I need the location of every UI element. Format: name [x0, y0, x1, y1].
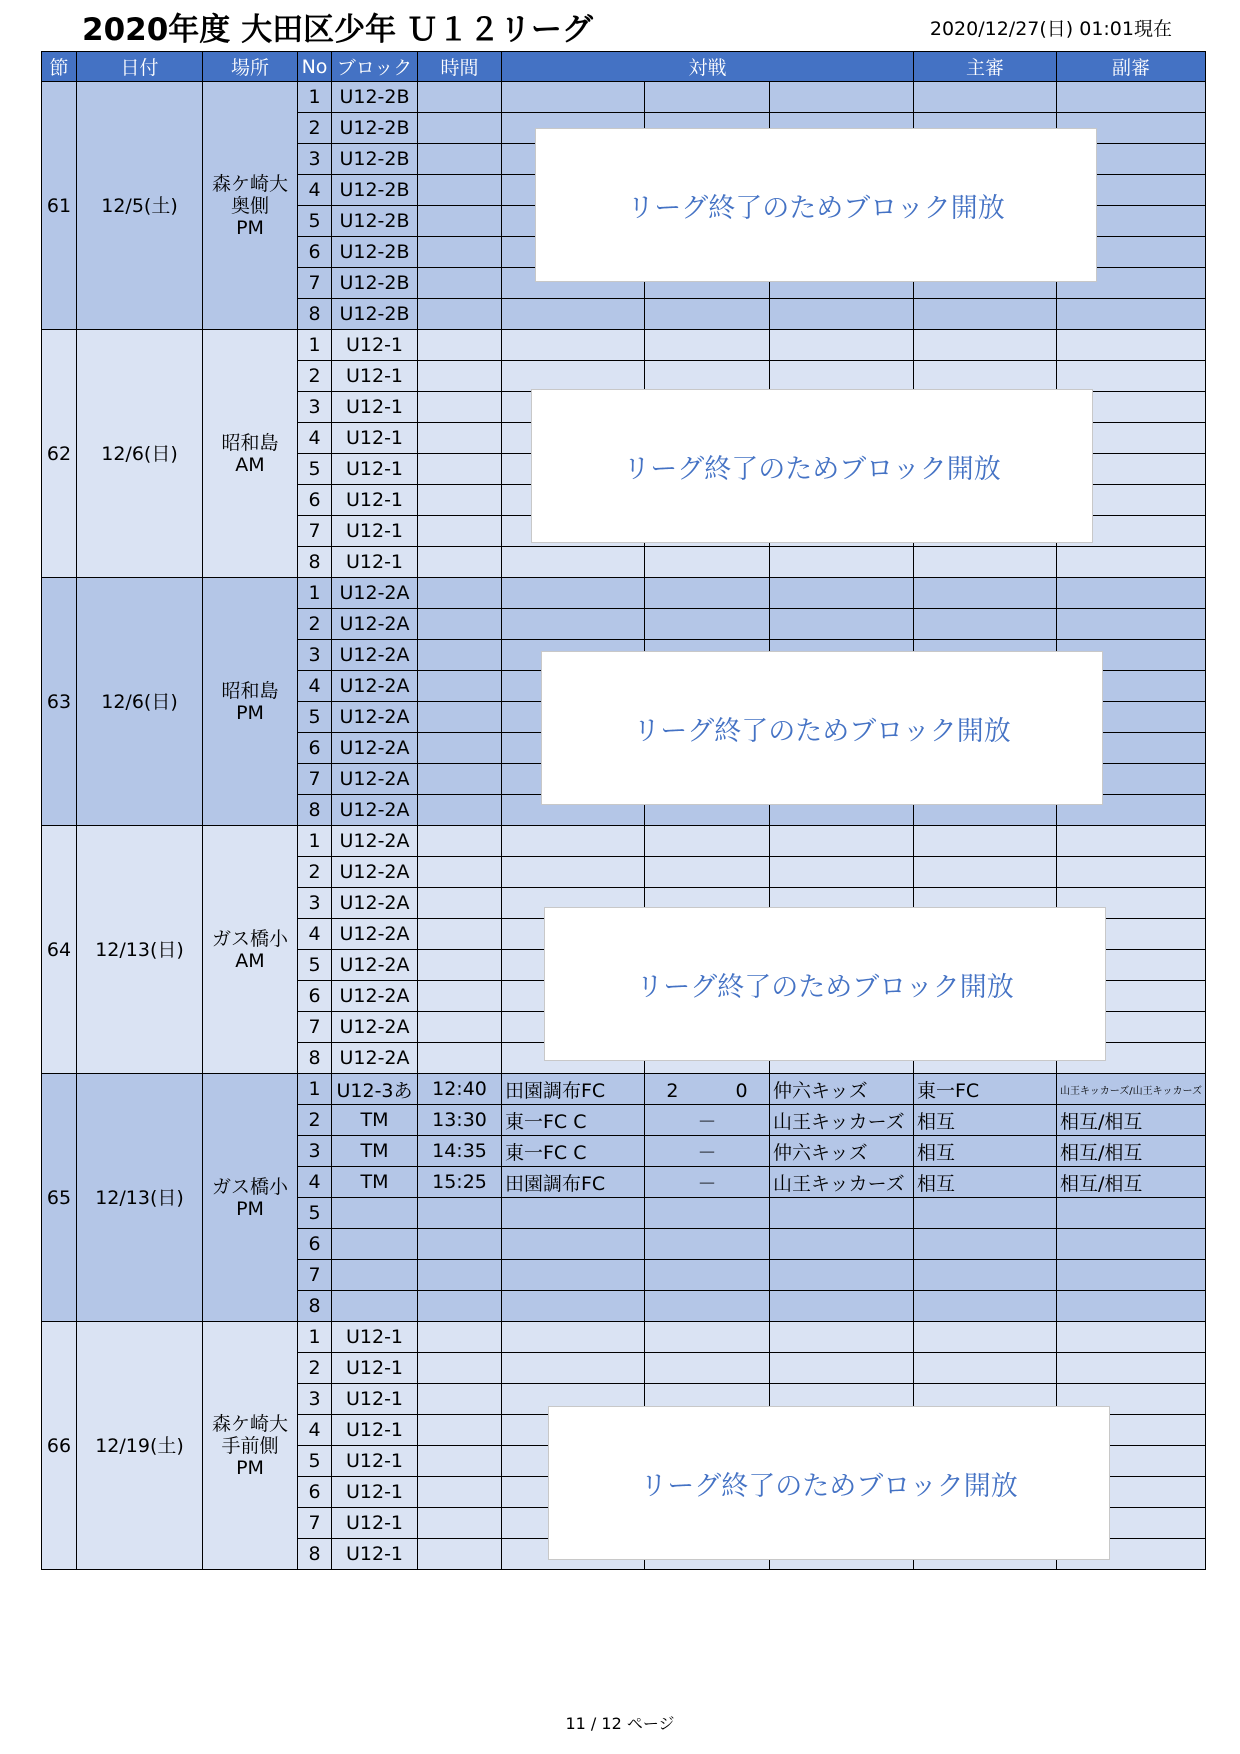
- assistant-cell: [1057, 1322, 1206, 1353]
- home-team-cell: [502, 826, 645, 857]
- schedule-body: [42, 82, 1206, 1570]
- time-cell: [418, 1539, 502, 1570]
- no-cell: 6: [298, 1229, 332, 1260]
- block-cell: U12-2B: [332, 299, 418, 330]
- time-cell: [418, 733, 502, 764]
- no-cell: 1: [298, 82, 332, 113]
- time-cell: [418, 1291, 502, 1322]
- home-team-cell: [502, 547, 645, 578]
- block-cell: U12-1: [332, 1477, 418, 1508]
- no-cell: 5: [298, 454, 332, 485]
- date-cell: 12/13(日): [77, 1074, 203, 1322]
- block-cell: U12-2A: [332, 1043, 418, 1074]
- home-team-cell: [502, 578, 645, 609]
- block-released-notice: リーグ終了のためブロック開放: [544, 907, 1106, 1061]
- block-cell: U12-2A: [332, 888, 418, 919]
- score-cell: [645, 1198, 770, 1229]
- away-team-cell: [770, 1322, 914, 1353]
- referee-cell: [914, 299, 1057, 330]
- score-cell: [645, 609, 770, 640]
- block-cell: U12-2B: [332, 144, 418, 175]
- timestamp: 2020/12/27(日) 01:01現在: [929, 18, 1172, 40]
- time-cell: [418, 361, 502, 392]
- time-cell: [418, 1508, 502, 1539]
- block-released-notice: リーグ終了のためブロック開放: [541, 651, 1103, 805]
- no-cell: 1: [298, 578, 332, 609]
- time-cell: [418, 1415, 502, 1446]
- block-released-notice: リーグ終了のためブロック開放: [531, 389, 1093, 543]
- time-cell: [418, 330, 502, 361]
- time-cell: [418, 1384, 502, 1415]
- block-cell: U12-2A: [332, 578, 418, 609]
- score-cell: [645, 330, 770, 361]
- home-team-cell: [502, 1229, 645, 1260]
- table-row: [42, 1322, 1206, 1353]
- time-cell: [418, 981, 502, 1012]
- home-team-cell: [502, 361, 645, 392]
- time-cell: [418, 671, 502, 702]
- assistant-cell: [1057, 857, 1206, 888]
- home-team-cell: [502, 1260, 645, 1291]
- no-cell: 6: [298, 1477, 332, 1508]
- time-cell: [418, 113, 502, 144]
- referee-cell: [914, 330, 1057, 361]
- time-cell: [418, 1198, 502, 1229]
- block-cell: U12-1: [332, 485, 418, 516]
- no-cell: 2: [298, 857, 332, 888]
- no-cell: 2: [298, 609, 332, 640]
- referee-cell: [914, 1198, 1057, 1229]
- table-row: [42, 1074, 1206, 1105]
- score-cell: 2 0: [645, 1074, 770, 1105]
- date-cell: 12/5(土): [77, 82, 203, 330]
- away-team-cell: [770, 1260, 914, 1291]
- no-cell: 4: [298, 423, 332, 454]
- block-cell: U12-2A: [332, 640, 418, 671]
- no-cell: 1: [298, 330, 332, 361]
- home-team-cell: 田園調布FC: [502, 1074, 645, 1105]
- away-team-cell: [770, 1198, 914, 1229]
- block-cell: U12-1: [332, 1446, 418, 1477]
- score-cell: [645, 578, 770, 609]
- place-cell: 昭和島 PM: [203, 578, 298, 826]
- away-team-cell: [770, 1291, 914, 1322]
- score-cell: [645, 857, 770, 888]
- no-cell: 5: [298, 950, 332, 981]
- referee-cell: 相互: [914, 1167, 1057, 1198]
- time-cell: [418, 1322, 502, 1353]
- no-cell: 7: [298, 764, 332, 795]
- block-cell: [332, 1198, 418, 1229]
- block-cell: U12-2A: [332, 733, 418, 764]
- assistant-cell: [1057, 826, 1206, 857]
- time-cell: [418, 609, 502, 640]
- no-cell: 8: [298, 1539, 332, 1570]
- time-cell: [418, 485, 502, 516]
- date-cell: 12/6(日): [77, 578, 203, 826]
- no-cell: 5: [298, 1446, 332, 1477]
- block-cell: U12-2B: [332, 82, 418, 113]
- setsu-cell: 63: [42, 578, 77, 826]
- time-cell: [418, 299, 502, 330]
- table-row: [42, 330, 1206, 361]
- no-cell: 1: [298, 826, 332, 857]
- block-cell: U12-3あ: [332, 1074, 418, 1105]
- setsu-cell: 65: [42, 1074, 77, 1322]
- home-team-cell: [502, 857, 645, 888]
- referee-cell: [914, 857, 1057, 888]
- no-cell: 4: [298, 919, 332, 950]
- block-cell: U12-1: [332, 1384, 418, 1415]
- block-cell: U12-2B: [332, 237, 418, 268]
- assistant-cell: [1057, 361, 1206, 392]
- block-cell: U12-2B: [332, 113, 418, 144]
- time-cell: [418, 175, 502, 206]
- no-cell: 1: [298, 1322, 332, 1353]
- time-cell: 13:30: [418, 1105, 502, 1136]
- no-cell: 8: [298, 547, 332, 578]
- no-cell: 3: [298, 888, 332, 919]
- time-cell: 12:40: [418, 1074, 502, 1105]
- assistant-cell: [1057, 1260, 1206, 1291]
- home-team-cell: 東一FC C: [502, 1105, 645, 1136]
- time-cell: [418, 826, 502, 857]
- referee-cell: [914, 547, 1057, 578]
- time-cell: [418, 795, 502, 826]
- block-cell: U12-2A: [332, 609, 418, 640]
- referee-cell: [914, 826, 1057, 857]
- time-cell: [418, 237, 502, 268]
- home-team-cell: 田園調布FC: [502, 1167, 645, 1198]
- no-cell: 2: [298, 361, 332, 392]
- no-cell: 6: [298, 733, 332, 764]
- no-cell: 6: [298, 485, 332, 516]
- score-cell: [645, 82, 770, 113]
- time-cell: [418, 1012, 502, 1043]
- block-cell: U12-1: [332, 1508, 418, 1539]
- setsu-cell: 64: [42, 826, 77, 1074]
- score-cell: －: [645, 1136, 770, 1167]
- page-title: 2020年度 大田区少年 Ｕ１２リーグ: [82, 12, 593, 48]
- block-cell: U12-1: [332, 1322, 418, 1353]
- block-cell: U12-2A: [332, 826, 418, 857]
- no-cell: 8: [298, 1291, 332, 1322]
- table-row: [42, 578, 1206, 609]
- referee-cell: 相互: [914, 1136, 1057, 1167]
- home-team-cell: [502, 1353, 645, 1384]
- assistant-cell: [1057, 82, 1206, 113]
- block-cell: U12-1: [332, 1539, 418, 1570]
- no-cell: 7: [298, 516, 332, 547]
- referee-cell: [914, 578, 1057, 609]
- home-team-cell: [502, 1322, 645, 1353]
- away-team-cell: [770, 330, 914, 361]
- block-cell: TM: [332, 1136, 418, 1167]
- block-cell: U12-2A: [332, 671, 418, 702]
- no-cell: 5: [298, 206, 332, 237]
- no-cell: 7: [298, 268, 332, 299]
- away-team-cell: [770, 609, 914, 640]
- block-cell: U12-1: [332, 392, 418, 423]
- referee-cell: 東一FC: [914, 1074, 1057, 1105]
- block-cell: U12-2A: [332, 950, 418, 981]
- assistant-cell: [1057, 1353, 1206, 1384]
- date-cell: 12/6(日): [77, 330, 203, 578]
- header-no: No: [298, 52, 332, 82]
- assistant-cell: [1057, 299, 1206, 330]
- table-row: [42, 826, 1206, 857]
- referee-cell: [914, 609, 1057, 640]
- time-cell: [418, 268, 502, 299]
- time-cell: [418, 1353, 502, 1384]
- away-team-cell: [770, 857, 914, 888]
- away-team-cell: 山王キッカーズ: [770, 1167, 914, 1198]
- block-cell: U12-1: [332, 361, 418, 392]
- place-cell: 森ケ崎大 手前側 PM: [203, 1322, 298, 1570]
- score-cell: [645, 1229, 770, 1260]
- away-team-cell: [770, 299, 914, 330]
- assistant-cell: [1057, 1198, 1206, 1229]
- time-cell: [418, 857, 502, 888]
- block-cell: U12-2A: [332, 919, 418, 950]
- block-cell: [332, 1291, 418, 1322]
- assistant-cell: [1057, 609, 1206, 640]
- block-cell: U12-2B: [332, 175, 418, 206]
- setsu-cell: 66: [42, 1322, 77, 1570]
- no-cell: 4: [298, 1415, 332, 1446]
- block-cell: U12-1: [332, 1415, 418, 1446]
- score-cell: －: [645, 1105, 770, 1136]
- away-team-cell: 山王キッカーズ: [770, 1105, 914, 1136]
- assistant-cell: 山王キッカーズ/山王キッカーズ: [1057, 1074, 1206, 1105]
- no-cell: 2: [298, 1353, 332, 1384]
- no-cell: 4: [298, 175, 332, 206]
- referee-cell: 相互: [914, 1105, 1057, 1136]
- time-cell: [418, 392, 502, 423]
- block-cell: TM: [332, 1105, 418, 1136]
- table-row: [42, 82, 1206, 113]
- no-cell: 5: [298, 1198, 332, 1229]
- assistant-cell: [1057, 1229, 1206, 1260]
- header-place: 場所: [203, 52, 298, 82]
- referee-cell: [914, 1229, 1057, 1260]
- assistant-cell: [1057, 547, 1206, 578]
- time-cell: [418, 578, 502, 609]
- home-team-cell: [502, 330, 645, 361]
- block-cell: U12-1: [332, 454, 418, 485]
- header-match: 対戦: [502, 52, 914, 82]
- assistant-cell: [1057, 1291, 1206, 1322]
- time-cell: [418, 1477, 502, 1508]
- home-team-cell: 東一FC C: [502, 1136, 645, 1167]
- time-cell: [418, 764, 502, 795]
- header-referee: 主審: [914, 52, 1057, 82]
- header-setsu: 節: [42, 52, 77, 82]
- referee-cell: [914, 1353, 1057, 1384]
- home-team-cell: [502, 609, 645, 640]
- setsu-cell: 61: [42, 82, 77, 330]
- time-cell: [418, 702, 502, 733]
- block-cell: U12-2A: [332, 795, 418, 826]
- block-cell: U12-2A: [332, 981, 418, 1012]
- home-team-cell: [502, 1291, 645, 1322]
- page-footer: 11 / 12 ページ: [565, 1714, 675, 1733]
- time-cell: [418, 144, 502, 175]
- assistant-cell: 相互/相互: [1057, 1167, 1206, 1198]
- time-cell: [418, 1229, 502, 1260]
- block-cell: U12-1: [332, 423, 418, 454]
- score-cell: [645, 826, 770, 857]
- time-cell: [418, 640, 502, 671]
- away-team-cell: [770, 361, 914, 392]
- no-cell: 8: [298, 299, 332, 330]
- time-cell: [418, 547, 502, 578]
- time-cell: [418, 82, 502, 113]
- no-cell: 8: [298, 795, 332, 826]
- header-assistant: 副審: [1057, 52, 1206, 82]
- no-cell: 2: [298, 1105, 332, 1136]
- away-team-cell: 仲六キッズ: [770, 1074, 914, 1105]
- assistant-cell: 相互/相互: [1057, 1136, 1206, 1167]
- no-cell: 6: [298, 981, 332, 1012]
- block-cell: U12-1: [332, 1353, 418, 1384]
- block-cell: U12-2B: [332, 268, 418, 299]
- no-cell: 6: [298, 237, 332, 268]
- time-cell: 14:35: [418, 1136, 502, 1167]
- block-cell: U12-2A: [332, 857, 418, 888]
- time-cell: [418, 888, 502, 919]
- score-cell: [645, 1291, 770, 1322]
- score-cell: [645, 547, 770, 578]
- score-cell: [645, 1322, 770, 1353]
- away-team-cell: 仲六キッズ: [770, 1136, 914, 1167]
- place-cell: ガス橋小 PM: [203, 1074, 298, 1322]
- assistant-cell: [1057, 330, 1206, 361]
- header-date: 日付: [77, 52, 203, 82]
- block-released-notice: リーグ終了のためブロック開放: [535, 128, 1097, 282]
- time-cell: [418, 516, 502, 547]
- no-cell: 7: [298, 1508, 332, 1539]
- away-team-cell: [770, 826, 914, 857]
- no-cell: 1: [298, 1074, 332, 1105]
- no-cell: 2: [298, 113, 332, 144]
- no-cell: 3: [298, 1384, 332, 1415]
- block-cell: U12-2A: [332, 764, 418, 795]
- away-team-cell: [770, 547, 914, 578]
- referee-cell: [914, 82, 1057, 113]
- block-cell: U12-2A: [332, 702, 418, 733]
- block-cell: U12-1: [332, 330, 418, 361]
- referee-cell: [914, 1260, 1057, 1291]
- home-team-cell: [502, 82, 645, 113]
- date-cell: 12/13(日): [77, 826, 203, 1074]
- block-cell: TM: [332, 1167, 418, 1198]
- referee-cell: [914, 361, 1057, 392]
- away-team-cell: [770, 1229, 914, 1260]
- block-released-notice: リーグ終了のためブロック開放: [548, 1406, 1110, 1560]
- referee-cell: [914, 1322, 1057, 1353]
- no-cell: 5: [298, 702, 332, 733]
- score-cell: [645, 361, 770, 392]
- assistant-cell: [1057, 578, 1206, 609]
- time-cell: [418, 1260, 502, 1291]
- block-cell: U12-1: [332, 516, 418, 547]
- header-row: [42, 52, 1206, 82]
- score-cell: [645, 299, 770, 330]
- time-cell: [418, 1446, 502, 1477]
- date-cell: 12/19(土): [77, 1322, 203, 1570]
- no-cell: 4: [298, 1167, 332, 1198]
- time-cell: [418, 454, 502, 485]
- setsu-cell: 62: [42, 330, 77, 578]
- no-cell: 7: [298, 1260, 332, 1291]
- time-cell: [418, 206, 502, 237]
- header-time: 時間: [418, 52, 502, 82]
- score-cell: [645, 1260, 770, 1291]
- no-cell: 3: [298, 1136, 332, 1167]
- no-cell: 3: [298, 144, 332, 175]
- away-team-cell: [770, 578, 914, 609]
- score-cell: [645, 1353, 770, 1384]
- place-cell: 昭和島 AM: [203, 330, 298, 578]
- time-cell: 15:25: [418, 1167, 502, 1198]
- no-cell: 8: [298, 1043, 332, 1074]
- no-cell: 7: [298, 1012, 332, 1043]
- block-cell: U12-2B: [332, 206, 418, 237]
- time-cell: [418, 1043, 502, 1074]
- block-cell: U12-2A: [332, 1012, 418, 1043]
- place-cell: ガス橋小 AM: [203, 826, 298, 1074]
- away-team-cell: [770, 1353, 914, 1384]
- no-cell: 4: [298, 671, 332, 702]
- no-cell: 3: [298, 640, 332, 671]
- referee-cell: [914, 1291, 1057, 1322]
- time-cell: [418, 919, 502, 950]
- block-cell: [332, 1260, 418, 1291]
- time-cell: [418, 950, 502, 981]
- home-team-cell: [502, 1198, 645, 1229]
- no-cell: 3: [298, 392, 332, 423]
- home-team-cell: [502, 299, 645, 330]
- assistant-cell: 相互/相互: [1057, 1105, 1206, 1136]
- block-cell: [332, 1229, 418, 1260]
- score-cell: －: [645, 1167, 770, 1198]
- place-cell: 森ケ崎大 奥側 PM: [203, 82, 298, 330]
- time-cell: [418, 423, 502, 454]
- header-block: ブロック: [332, 52, 418, 82]
- away-team-cell: [770, 82, 914, 113]
- block-cell: U12-1: [332, 547, 418, 578]
